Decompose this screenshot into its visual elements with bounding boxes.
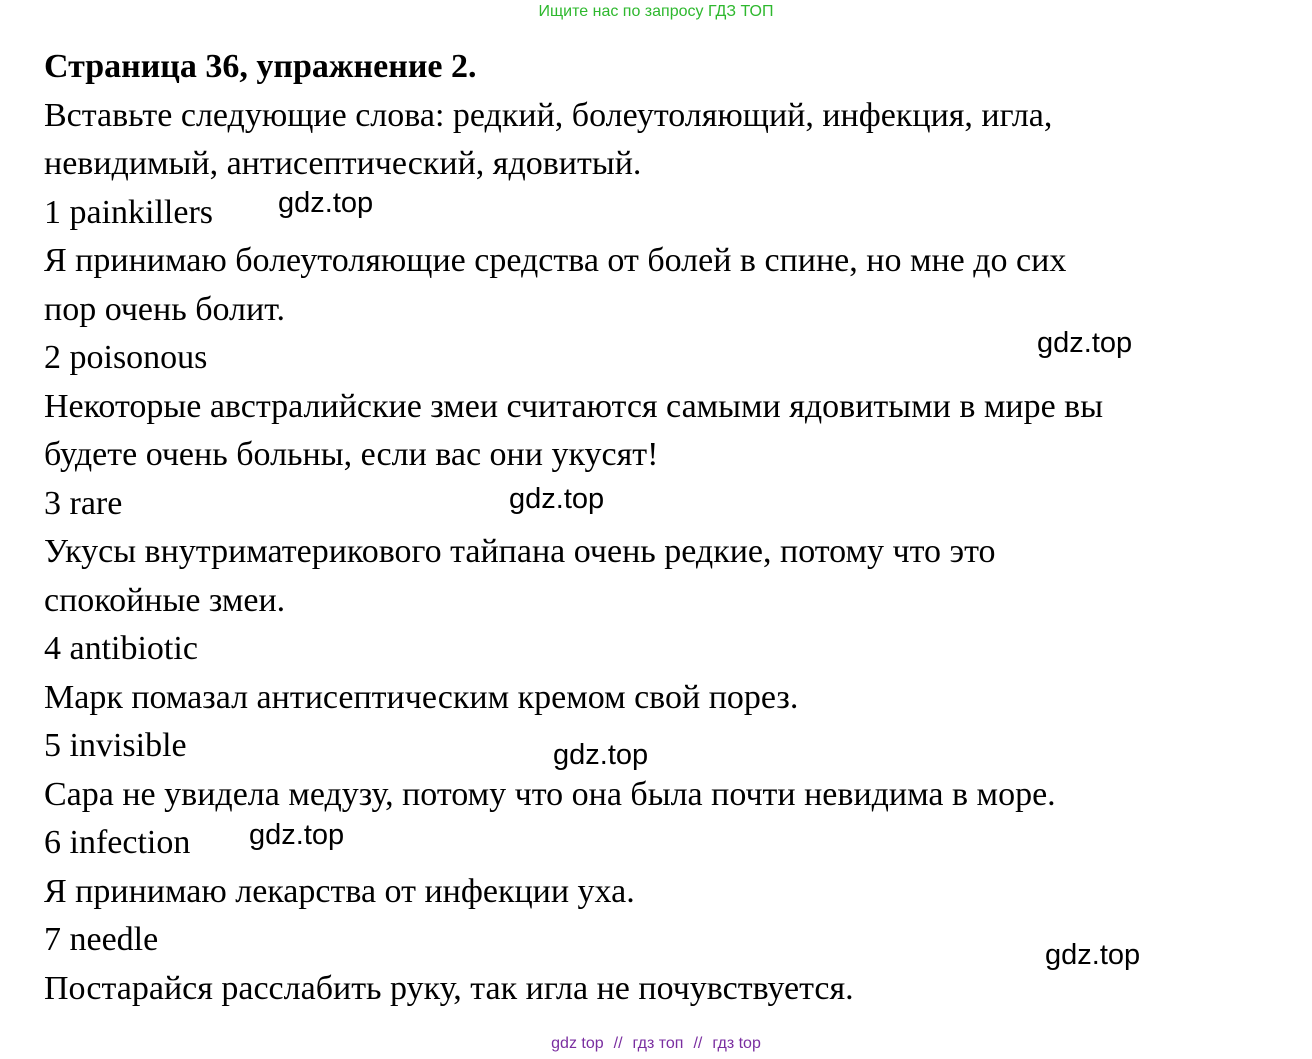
footer-link-3: гдз top bbox=[712, 1035, 761, 1052]
item-translation-3-line-2: спокойные змеи. bbox=[44, 581, 286, 619]
item-translation-2-line-1: Некоторые австралийские змеи считаются самыми ядовитыми в мире вы bbox=[44, 387, 1104, 425]
instructions-line-2: невидимый, антисептический, ядовитый. bbox=[44, 145, 642, 182]
footer-link-2: гдз топ bbox=[632, 1035, 684, 1052]
item-translation-1-line-2: пор очень болит. bbox=[44, 290, 286, 328]
instructions-line-1: Вставьте следующие слова: редкий, болеутоляющий, инфекция, игла, bbox=[44, 96, 1053, 134]
footer-separator: // bbox=[613, 1035, 623, 1052]
item-word-4: 4 antibiotic bbox=[44, 630, 198, 667]
watermark: gdz.top bbox=[249, 819, 345, 851]
item-translation-6-line-1: Я принимаю лекарства от инфекции уха. bbox=[44, 872, 635, 910]
top-banner: Ищите нас по запросу ГДЗ ТОП bbox=[538, 3, 774, 20]
footer bbox=[0, 1033, 1312, 1055]
watermark: gdz.top bbox=[278, 187, 374, 219]
item-translation-4-line-1: Марк помазал антисептическим кремом свой порез. bbox=[44, 678, 799, 716]
watermark: gdz.top bbox=[553, 739, 649, 771]
item-word-5: 5 invisible bbox=[44, 727, 187, 764]
watermark: gdz.top bbox=[509, 483, 605, 515]
item-translation-3-line-1: Укусы внутриматерикового тайпана очень редкие, потому что это bbox=[44, 533, 996, 570]
watermark: gdz.top bbox=[1045, 939, 1141, 971]
footer-separator: // bbox=[693, 1035, 703, 1052]
item-translation-1-line-1: Я принимаю болеутоляющие средства от болей в спине, но мне до сих bbox=[44, 242, 1067, 279]
footer-link-1: gdz top bbox=[551, 1035, 604, 1052]
page-title: Страница 36, упражнение 2. bbox=[44, 48, 477, 85]
watermark: gdz.top bbox=[1037, 327, 1133, 359]
item-translation-5-line-1: Сара не увидела медузу, потому что она была почти невидима в море. bbox=[44, 775, 1056, 813]
item-word-2: 2 poisonous bbox=[44, 339, 208, 376]
item-word-7: 7 needle bbox=[44, 921, 159, 958]
item-word-1: 1 painkillers bbox=[44, 193, 214, 231]
exercise-document bbox=[44, 43, 1284, 1013]
item-word-3: 3 rare bbox=[44, 484, 123, 522]
item-word-6: 6 infection bbox=[44, 824, 191, 861]
item-translation-2-line-2: будете очень больны, если вас они укусят! bbox=[44, 436, 659, 473]
item-translation-7-line-1: Постарайся расслабить руку, так игла не почувствуется. bbox=[44, 969, 854, 1007]
